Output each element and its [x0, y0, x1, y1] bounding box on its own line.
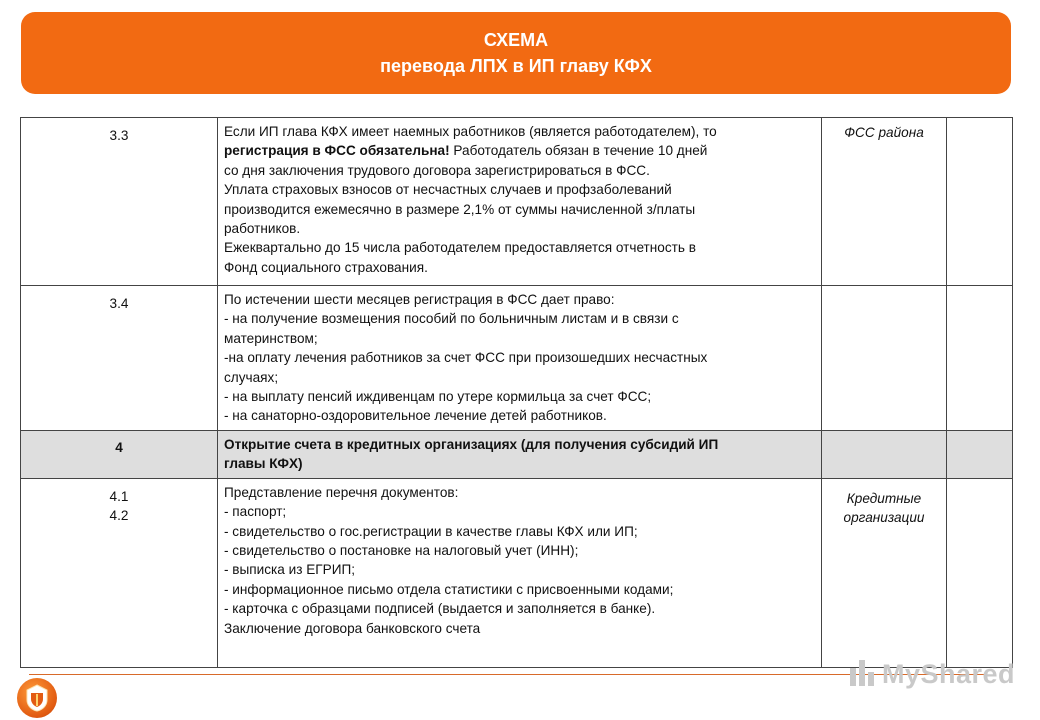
emblem-icon — [17, 678, 57, 718]
row-text-line: - на получение возмещения пособий по больничным листам и в связи с — [224, 311, 679, 327]
row-responsible — [822, 286, 947, 431]
section-empty-cell — [947, 430, 1013, 478]
row-number-line: 4.2 — [109, 508, 129, 524]
row-text-line: - свидетельство о постановке на налоговый учет (ИНН); — [224, 543, 579, 559]
scheme-table — [20, 117, 1013, 668]
row-empty-cell — [947, 118, 1013, 286]
row-responsible — [822, 478, 947, 667]
row-number: 3.4 — [21, 286, 218, 431]
row-empty-cell — [947, 478, 1013, 667]
row-description — [218, 286, 822, 431]
section-title-line: Открытие счета в кредитных организациях (для получения субсидий ИП — [224, 436, 719, 452]
bold-emphasis: регистрация в ФСС обязательна! — [224, 143, 450, 159]
row-text-line: По истечении шести месяцев регистрация в ФСС дает право: — [224, 292, 615, 307]
row-text-line: Заключение договора банковского счета — [224, 620, 481, 636]
row-text-line: регистрация в ФСС обязательна! Работодатель обязан в течение 10 дней — [224, 143, 708, 159]
section-row — [21, 430, 1013, 478]
row-responsible-line: организации — [843, 510, 925, 526]
section-title — [218, 430, 822, 478]
row-responsible: ФСС района — [822, 118, 947, 286]
watermark-text: MyShared — [882, 658, 1016, 689]
row-number — [21, 478, 218, 667]
table-row — [21, 478, 1013, 667]
row-text-line: со дня заключения трудового договора зарегистрироваться в ФСС. — [224, 162, 650, 178]
row-text-line: - свидетельство о гос.регистрации в качестве главы КФХ или ИП; — [224, 523, 638, 539]
row-description — [218, 478, 822, 667]
barchart-icon — [848, 654, 878, 695]
row-text-line: Ежеквартально до 15 числа работодателем предоставляется отчетность в — [224, 240, 696, 256]
row-responsible-line: Кредитные — [846, 490, 922, 506]
table-row — [21, 118, 1013, 286]
row-text-line: - информационное письмо отдела статистики с присвоенными кодами; — [224, 581, 674, 597]
row-text-line: Если ИП глава КФХ имеет наемных работников (является работодателем), то — [224, 124, 717, 139]
title-banner — [21, 12, 1011, 94]
row-text-line: Уплата страховых взносов от несчастных случаев и профзаболеваний — [224, 182, 672, 198]
row-text-line: - карточка с образцами подписей (выдается и заполняется в банке). — [224, 601, 656, 617]
row-empty-cell — [947, 286, 1013, 431]
row-description — [218, 118, 822, 286]
row-text-line: материнством; — [224, 330, 318, 346]
section-title-line: главы КФХ) — [224, 456, 303, 472]
section-empty-cell — [822, 430, 947, 478]
row-text-line: случаях; — [224, 369, 279, 385]
title-line-1: СХЕМА — [483, 30, 549, 50]
row-number-line: 4.1 — [109, 488, 129, 504]
row-text-line: - паспорт; — [224, 504, 287, 520]
row-text-line: -на оплату лечения работников за счет ФСС при произошедших несчастных — [224, 350, 708, 366]
row-text-line: - на выплату пенсий иждивенцам по утере кормильца за счет ФСС; — [224, 389, 652, 405]
row-number: 3.3 — [21, 118, 218, 286]
row-text-line: - на санаторно-оздоровительное лечение детей работников. — [224, 408, 607, 424]
section-number: 4 — [21, 430, 218, 478]
table-row — [21, 286, 1013, 431]
row-text-line: Фонд социального страхования. — [224, 259, 428, 275]
row-text-line: Представление перечня документов: — [224, 484, 459, 500]
watermark — [848, 656, 1015, 692]
row-text-line: работников. — [224, 221, 301, 237]
footer-divider — [29, 674, 984, 675]
row-text-line: - выписка из ЕГРИП; — [224, 562, 356, 578]
row-text-line: производится ежемесячно в размере 2,1% от суммы начисленной з/платы — [224, 201, 696, 217]
title-line-2: перевода ЛПХ в ИП главу КФХ — [380, 56, 652, 76]
